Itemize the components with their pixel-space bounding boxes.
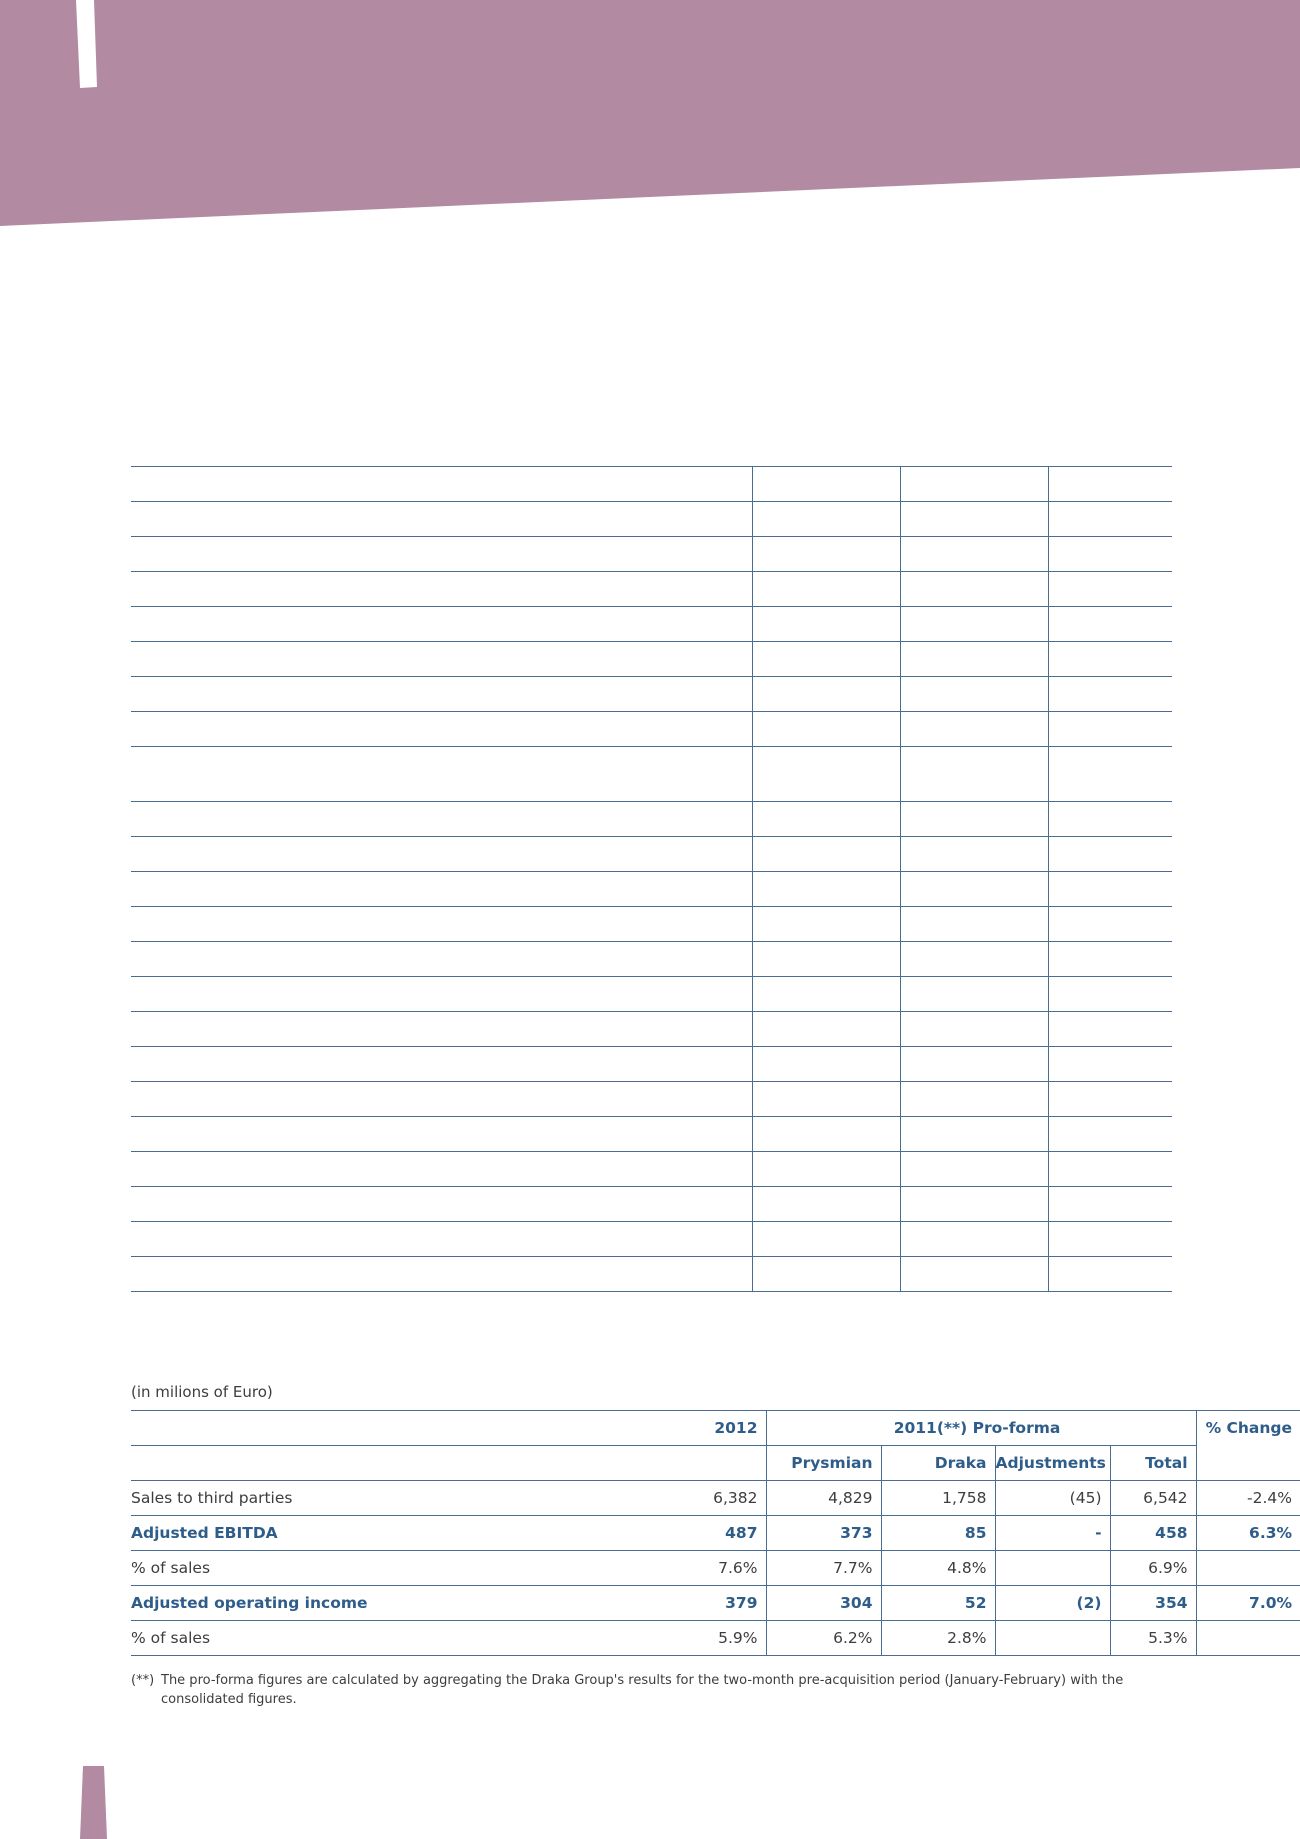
cell-draka: 85 bbox=[881, 1516, 995, 1551]
header-empty bbox=[131, 1446, 634, 1481]
cell-2012: 6,382 bbox=[634, 1481, 766, 1516]
cell-total: 6,542 bbox=[1110, 1481, 1196, 1516]
grid-row bbox=[131, 837, 1172, 872]
header-2011-proforma: 2011(**) Pro-forma bbox=[766, 1411, 1196, 1446]
table-row bbox=[131, 1586, 1300, 1621]
grid-row bbox=[131, 1152, 1172, 1187]
table-row bbox=[131, 1481, 1300, 1516]
cell-prysmian: 6.2% bbox=[766, 1621, 881, 1656]
grid-row bbox=[131, 467, 1172, 502]
cell-prysmian: 373 bbox=[766, 1516, 881, 1551]
header-empty bbox=[634, 1446, 766, 1481]
grid-row bbox=[131, 872, 1172, 907]
cell-change bbox=[1196, 1551, 1300, 1586]
row-label: Sales to third parties bbox=[131, 1481, 634, 1516]
table-row bbox=[131, 1621, 1300, 1656]
empty-grid-table bbox=[131, 466, 1172, 1292]
grid-row bbox=[131, 1257, 1172, 1292]
header-2012: 2012 bbox=[634, 1411, 766, 1446]
cell-2012: 5.9% bbox=[634, 1621, 766, 1656]
grid-row bbox=[131, 1187, 1172, 1222]
cell-2012: 487 bbox=[634, 1516, 766, 1551]
grid-row bbox=[131, 502, 1172, 537]
cell-total: 6.9% bbox=[1110, 1551, 1196, 1586]
grid-row bbox=[131, 1012, 1172, 1047]
grid-row bbox=[131, 907, 1172, 942]
cell-draka: 2.8% bbox=[881, 1621, 995, 1656]
header-banner bbox=[0, 0, 1300, 230]
header-row-components bbox=[131, 1446, 1300, 1481]
grid-row bbox=[131, 1117, 1172, 1152]
grid-row bbox=[131, 942, 1172, 977]
grid-row bbox=[131, 712, 1172, 747]
header-empty bbox=[1196, 1446, 1300, 1481]
grid-row bbox=[131, 677, 1172, 712]
cell-adjustments bbox=[995, 1551, 1110, 1586]
header-draka: Draka bbox=[881, 1446, 995, 1481]
results-table bbox=[131, 1410, 1300, 1656]
cell-adjustments: (2) bbox=[995, 1586, 1110, 1621]
grid-row bbox=[131, 802, 1172, 837]
header-total: Total bbox=[1110, 1446, 1196, 1481]
grid-row bbox=[131, 747, 1172, 802]
footer-accent-bar bbox=[80, 1766, 110, 1839]
row-label: Adjusted EBITDA bbox=[131, 1516, 634, 1551]
header-adjustments: Adjustments bbox=[995, 1446, 1110, 1481]
header-empty bbox=[131, 1411, 634, 1446]
cell-total: 354 bbox=[1110, 1586, 1196, 1621]
row-label: % of sales bbox=[131, 1551, 634, 1586]
row-label: Adjusted operating income bbox=[131, 1586, 634, 1621]
grid-row bbox=[131, 1222, 1172, 1257]
cell-change: 7.0% bbox=[1196, 1586, 1300, 1621]
cell-change bbox=[1196, 1621, 1300, 1656]
table-row bbox=[131, 1551, 1300, 1586]
footnote-text: The pro-forma figures are calculated by aggregating the Draka Group's results for the two-month pre-acquisition period (January-February) with the consolidated figures. bbox=[161, 1673, 1124, 1707]
cell-prysmian: 7.7% bbox=[766, 1551, 881, 1586]
header-change: % Change bbox=[1196, 1411, 1300, 1446]
header-row-years bbox=[131, 1411, 1300, 1446]
cell-adjustments bbox=[995, 1621, 1110, 1656]
cell-draka: 4.8% bbox=[881, 1551, 995, 1586]
unit-note: (in milions of Euro) bbox=[131, 1383, 273, 1401]
cell-total: 458 bbox=[1110, 1516, 1196, 1551]
grid-row bbox=[131, 977, 1172, 1012]
footnote bbox=[131, 1671, 1173, 1709]
grid-row bbox=[131, 607, 1172, 642]
cell-change: -2.4% bbox=[1196, 1481, 1300, 1516]
grid-row bbox=[131, 537, 1172, 572]
cell-2012: 7.6% bbox=[634, 1551, 766, 1586]
cell-prysmian: 304 bbox=[766, 1586, 881, 1621]
cell-draka: 52 bbox=[881, 1586, 995, 1621]
header-prysmian: Prysmian bbox=[766, 1446, 881, 1481]
cell-adjustments: - bbox=[995, 1516, 1110, 1551]
cell-change: 6.3% bbox=[1196, 1516, 1300, 1551]
cell-prysmian: 4,829 bbox=[766, 1481, 881, 1516]
cell-adjustments: (45) bbox=[995, 1481, 1110, 1516]
cell-draka: 1,758 bbox=[881, 1481, 995, 1516]
grid-row bbox=[131, 1082, 1172, 1117]
grid-row bbox=[131, 572, 1172, 607]
footnote-mark: (**) bbox=[131, 1673, 155, 1688]
cell-total: 5.3% bbox=[1110, 1621, 1196, 1656]
table-row bbox=[131, 1516, 1300, 1551]
row-label: % of sales bbox=[131, 1621, 634, 1656]
cell-2012: 379 bbox=[634, 1586, 766, 1621]
grid-row bbox=[131, 1047, 1172, 1082]
grid-row bbox=[131, 642, 1172, 677]
